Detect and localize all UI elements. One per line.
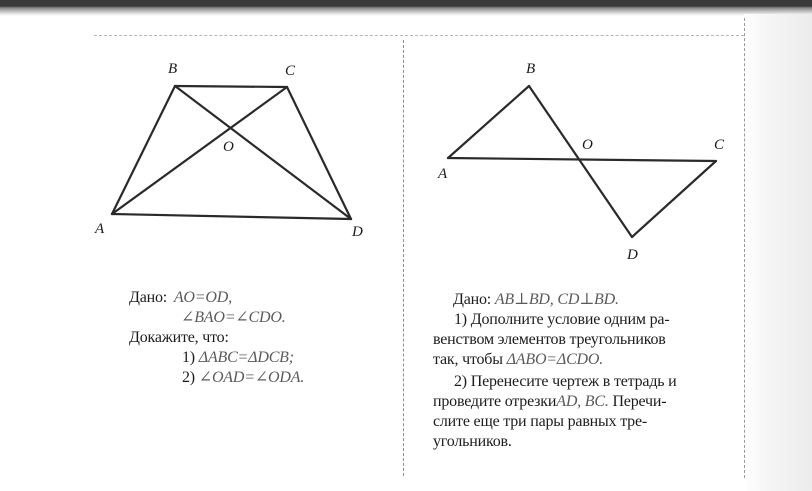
prove-label: Докажите, что:	[129, 329, 229, 346]
task-2-text-2: проведите отрезки	[433, 393, 557, 410]
prove-item-2-formula: ∠OAD=∠ODA.	[198, 369, 305, 386]
point-label-A: A	[95, 221, 105, 237]
task-2-text-1: 2) Перенесите чертеж в тетрадь и	[454, 373, 677, 390]
point-label-C: C	[285, 63, 296, 79]
point-label-O: O	[582, 137, 593, 153]
segment-BD	[529, 86, 632, 237]
task-1-line-2	[433, 330, 677, 350]
prove-item-1-number: 1)	[182, 349, 195, 366]
given-label: Дано:	[129, 289, 168, 306]
prove-item-1	[182, 348, 304, 368]
prove-item-2-number: 2)	[182, 369, 195, 386]
task-2-line-2	[433, 392, 677, 412]
task-2-line-3	[433, 412, 677, 432]
task-2-text-4: угольников.	[433, 433, 512, 450]
point-label-D: D	[627, 247, 638, 263]
left-problem-text	[129, 288, 304, 388]
segment-AC	[448, 158, 716, 161]
segment-AB	[448, 86, 529, 158]
right-problem-text	[433, 290, 677, 452]
task-2-line-1	[454, 372, 677, 392]
given-line	[453, 290, 677, 310]
point-label-D: D	[352, 224, 363, 240]
task-1-text-3: так, чтобы	[433, 351, 503, 368]
task-2-line-4	[433, 432, 677, 452]
task-2-formula: AD, BC.	[556, 393, 609, 410]
point-label-B: B	[168, 61, 178, 77]
prove-heading	[129, 328, 304, 348]
given-label: Дано:	[453, 291, 492, 308]
prove-item-2	[182, 368, 304, 388]
point-label-C: C	[714, 137, 725, 153]
point-label-A: A	[438, 166, 448, 182]
point-label-B: B	[526, 61, 536, 77]
task-1-text-2: венством элементов треугольников	[433, 331, 666, 348]
task-1-line-3	[433, 350, 677, 370]
task-1-line-1	[454, 310, 677, 330]
given-line-2	[181, 308, 304, 328]
given-line	[129, 288, 304, 308]
point-label-O: O	[223, 139, 234, 155]
task-2-text-3: слите еще три пары равных тре-	[433, 413, 648, 430]
segment-CD	[632, 161, 716, 237]
task-1-formula: ΔABO=ΔCDO.	[506, 351, 604, 368]
task-2-text-2-suffix: Перечи-	[612, 393, 667, 410]
task-1-text-1: 1) Дополните условие одним ра-	[454, 311, 670, 328]
prove-item-1-formula: ΔABC=ΔDCB;	[198, 349, 294, 366]
given-condition: AB⊥BD, CD⊥BD.	[494, 291, 619, 308]
given-condition-1: AO=OD,	[173, 289, 232, 306]
given-condition-2: ∠BAO=∠CDO.	[181, 309, 286, 326]
